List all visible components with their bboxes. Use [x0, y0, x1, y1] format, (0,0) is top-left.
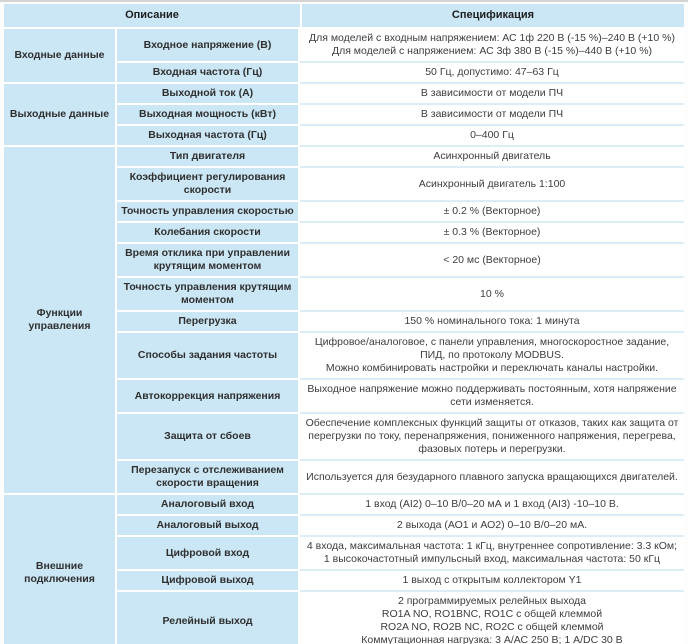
header-cell-description: Описание [4, 4, 302, 29]
spec-cell [300, 29, 684, 63]
param-cell: Входная частота (Гц) [117, 63, 300, 84]
spec-line: ± 0.2 % (Векторное) [443, 205, 541, 217]
table-row [117, 278, 684, 312]
table-header-row [4, 4, 684, 29]
spec-cell [300, 537, 684, 571]
param-cell: Аналоговый выход [117, 516, 300, 537]
spec-cell [300, 380, 684, 414]
spec-cell [300, 571, 684, 592]
spec-line: фазовых потерь и перегрузки. [418, 443, 566, 455]
spec-line: Асинхронный двигатель 1:100 [418, 177, 566, 190]
param-cell: Аналоговый вход [117, 495, 300, 516]
page [0, 2, 688, 644]
table-row [117, 380, 684, 414]
table-row [117, 105, 684, 126]
spec-cell [300, 312, 684, 333]
spec-line: Коммутационная нагрузка: 3 А/АС 250 В; 1 А/DC 30 В [361, 634, 623, 644]
table-row [117, 244, 684, 278]
spec-line: 1 вход (AI2) 0–10 В/0–20 мА и 1 вход (AI3) -10–10 В. [365, 498, 619, 510]
param-cell: Тип двигателя [117, 147, 300, 168]
spec-line: < 20 мс (Векторное) [443, 253, 541, 266]
param-cell: Релейный выход [117, 592, 300, 644]
spec-cell [300, 63, 684, 84]
table-row [117, 147, 684, 168]
spec-line: Можно комбинировать настройки и переключать каналы настройки. [325, 362, 659, 374]
table-row [117, 29, 684, 63]
spec-cell [300, 495, 684, 516]
spec-line: 2 выхода (АО1 и АО2) 0–10 В/0–20 мА. [396, 519, 588, 531]
spec-cell [300, 333, 684, 380]
spec-line: ПИД, по протоколу MODBUS. [420, 349, 564, 361]
spec-cell [300, 244, 684, 278]
spec-cell [300, 202, 684, 223]
table-row [117, 168, 684, 202]
group-label: Внешние подключения [4, 495, 117, 644]
spec-line: В зависимости от модели ПЧ [420, 87, 564, 99]
param-cell: Автокоррекция напряжения [117, 380, 300, 414]
group-control-functions [4, 147, 684, 495]
specification-table [4, 4, 684, 644]
group-label: Входные данные [4, 29, 117, 84]
spec-cell [300, 147, 684, 168]
spec-line: перегрузки по току, перенапряжения, пониженного напряжения, перегрева, [308, 430, 676, 442]
param-cell: Выходная частота (Гц) [117, 126, 300, 147]
spec-line: Обеспечение комплексных функций защиты от отказов, таких как защита от [305, 417, 679, 429]
spec-line: 4 входа, максимальная частота: 1 кГц, внутреннее сопротивление: 3.3 кОм; [306, 540, 678, 552]
table-row [117, 333, 684, 380]
param-cell: Перегрузка [117, 312, 300, 333]
param-cell: Цифровой вход [117, 537, 300, 571]
spec-cell [300, 126, 684, 147]
spec-line: Асинхронный двигатель [433, 150, 551, 162]
table-row [117, 312, 684, 333]
group-label: Выходные данные [4, 84, 117, 147]
table-row [117, 537, 684, 571]
spec-line: RO1A NO, RO1BNC, RO1C с общей клеммой [381, 608, 603, 620]
param-cell: Перезапуск с отслеживанием скорости вращения [117, 461, 300, 495]
spec-line: 50 Гц, допустимо: 47–63 Гц [425, 66, 559, 78]
spec-cell [300, 414, 684, 461]
group-rows [117, 29, 684, 84]
param-cell: Входное напряжение (В) [117, 29, 300, 63]
group-output-data [4, 84, 684, 147]
spec-line: В зависимости от модели ПЧ [420, 108, 564, 120]
table-row [117, 414, 684, 461]
group-rows [117, 495, 684, 644]
spec-line: 1 высокочастотный импульсный вход, максимальная частота: 50 кГц [323, 553, 661, 565]
table-row [117, 571, 684, 592]
param-cell: Время отклика при управлении крутящим моментом [117, 244, 300, 278]
spec-cell [300, 278, 684, 312]
spec-line: Используется для безударного плавного запуска вращающихся двигателей. [306, 470, 678, 483]
param-cell: Выходной ток (А) [117, 84, 300, 105]
group-input-data [4, 29, 684, 84]
spec-cell [300, 105, 684, 126]
table-row [117, 84, 684, 105]
table-row [117, 126, 684, 147]
spec-line: Для моделей с входным напряжением: АС 1ф 220 В (-15 %)–240 В (+10 %) [309, 32, 675, 44]
spec-line: 150 % номинального тока: 1 минута [404, 315, 580, 327]
spec-line: RO2A NO, RO2B NC, RO2C с общей клеммой [380, 621, 604, 633]
spec-line: Цифровое/аналоговое, с панели управления, многоскоростное задание, [314, 336, 670, 348]
param-cell: Выходная мощность (кВт) [117, 105, 300, 126]
param-cell: Цифровой выход [117, 571, 300, 592]
spec-line: Выходное напряжение можно поддерживать постоянным, хотя напряжение [307, 383, 677, 395]
group-rows [117, 84, 684, 147]
group-rows [117, 147, 684, 495]
spec-line: Для моделей с напряжением: АС 3ф 380 В (-15 %)–440 В (+10 %) [331, 45, 653, 57]
group-external-connections [4, 495, 684, 644]
table-row [117, 516, 684, 537]
table-row [117, 63, 684, 84]
param-cell: Защита от сбоев [117, 414, 300, 461]
spec-cell [300, 168, 684, 202]
spec-cell [300, 592, 684, 644]
table-row [117, 592, 684, 644]
table-row [117, 202, 684, 223]
param-cell: Точность управления скоростью [117, 202, 300, 223]
table-row [117, 223, 684, 244]
param-cell: Способы задания частоты [117, 333, 300, 380]
spec-cell [300, 516, 684, 537]
param-cell: Коэффициент регулирования скорости [117, 168, 300, 202]
header-cell-specification: Спецификация [302, 4, 684, 29]
spec-line: 10 % [480, 287, 504, 300]
table-row [117, 495, 684, 516]
spec-cell [300, 461, 684, 495]
table-row [117, 461, 684, 495]
spec-line: 2 программируемых релейных выхода [397, 595, 587, 607]
spec-cell [300, 84, 684, 105]
spec-line: 0–400 Гц [470, 129, 514, 141]
spec-line: 1 выход с открытым коллектором Y1 [402, 574, 582, 586]
group-label: Функции управления [4, 147, 117, 495]
param-cell: Точность управления крутящим моментом [117, 278, 300, 312]
spec-line: сети изменяется. [450, 396, 534, 408]
param-cell: Колебания скорости [117, 223, 300, 244]
spec-line: ± 0.3 % (Векторное) [443, 226, 541, 238]
spec-cell [300, 223, 684, 244]
